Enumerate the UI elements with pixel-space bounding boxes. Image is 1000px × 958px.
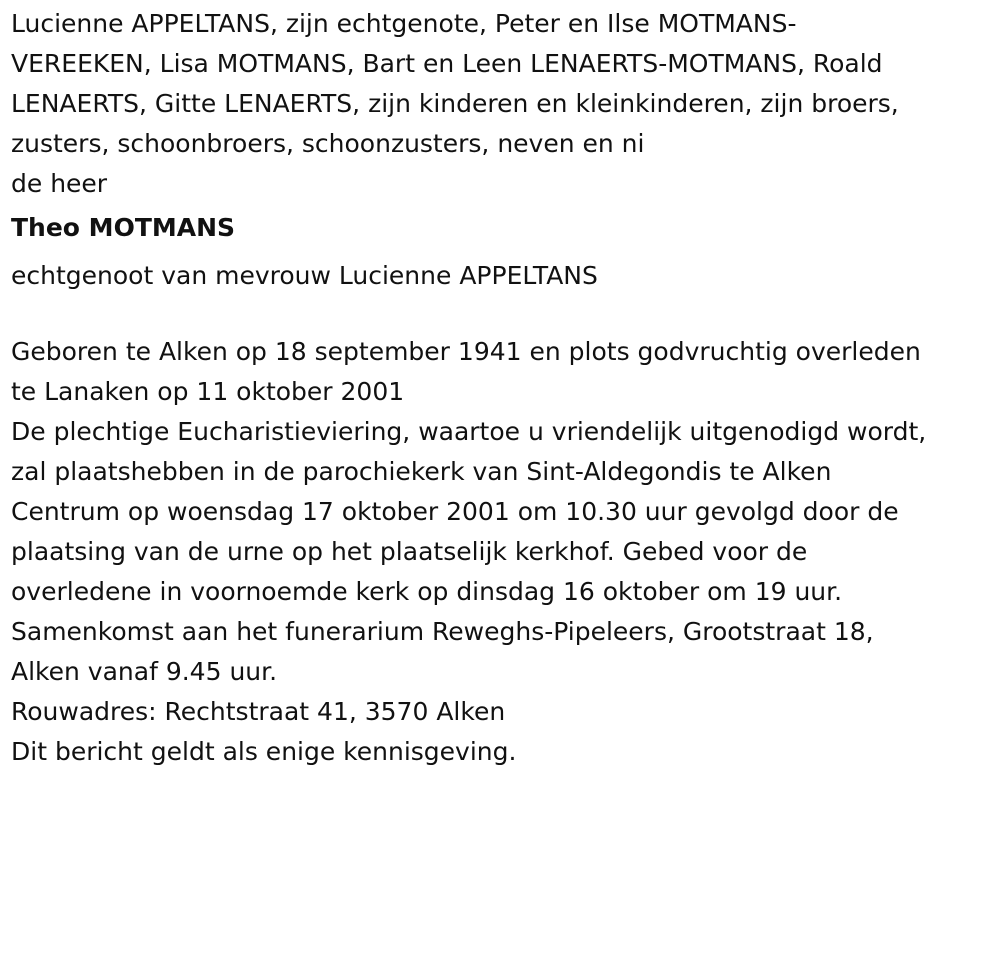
ceremony-line: zal plaatshebben in de parochiekerk van Sint-Aldegondis te Alken (11, 457, 832, 486)
ceremony-line: plaatsing van de urne op het plaatselijk kerkhof. Gebed voor de (11, 537, 808, 566)
birth-line: Geboren te Alken op 18 september 1941 en plots godvruchtig overleden (11, 337, 921, 366)
closing-paragraph (11, 732, 993, 772)
family-line: Lucienne APPELTANS, zijn echtgenote, Peter en Ilse MOTMANS- (11, 9, 797, 38)
mourning-address: Rouwadres: Rechtstraat 41, 3570 Alken (11, 697, 506, 726)
ceremony-line: De plechtige Eucharistieviering, waartoe u vriendelijk uitgenodigd wordt, (11, 417, 927, 446)
family-line: LENAERTS, Gitte LENAERTS, zijn kinderen en kleinkinderen, zijn broers, (11, 89, 899, 118)
deceased-block (11, 164, 993, 300)
birth-line: te Lanaken op 11 oktober 2001 (11, 377, 405, 406)
ceremony-paragraph (11, 412, 993, 692)
closing-line: Dit bericht geldt als enige kennisgeving. (11, 737, 517, 766)
ceremony-line: Centrum op woensdag 17 oktober 2001 om 10.30 uur gevolgd door de (11, 497, 899, 526)
birth-death-paragraph (11, 332, 993, 412)
ceremony-line: Samenkomst aan het funerarium Reweghs-Pipeleers, Grootstraat 18, (11, 617, 874, 646)
ceremony-line: overledene in voornoemde kerk op dinsdag 16 oktober om 19 uur. (11, 577, 843, 606)
family-line: VEREEKEN, Lisa MOTMANS, Bart en Leen LENAERTS-MOTMANS, Roald (11, 49, 883, 78)
honorific: de heer (11, 169, 108, 198)
family-paragraph (11, 4, 993, 164)
deceased-name: Theo MOTMANS (11, 213, 236, 242)
address-paragraph (11, 692, 993, 732)
spouse-line: echtgenoot van mevrouw Lucienne APPELTANS (11, 261, 598, 290)
family-line: zusters, schoonbroers, schoonzusters, neven en ni (11, 129, 645, 158)
ceremony-line: Alken vanaf 9.45 uur. (11, 657, 278, 686)
death-notice (11, 4, 993, 772)
